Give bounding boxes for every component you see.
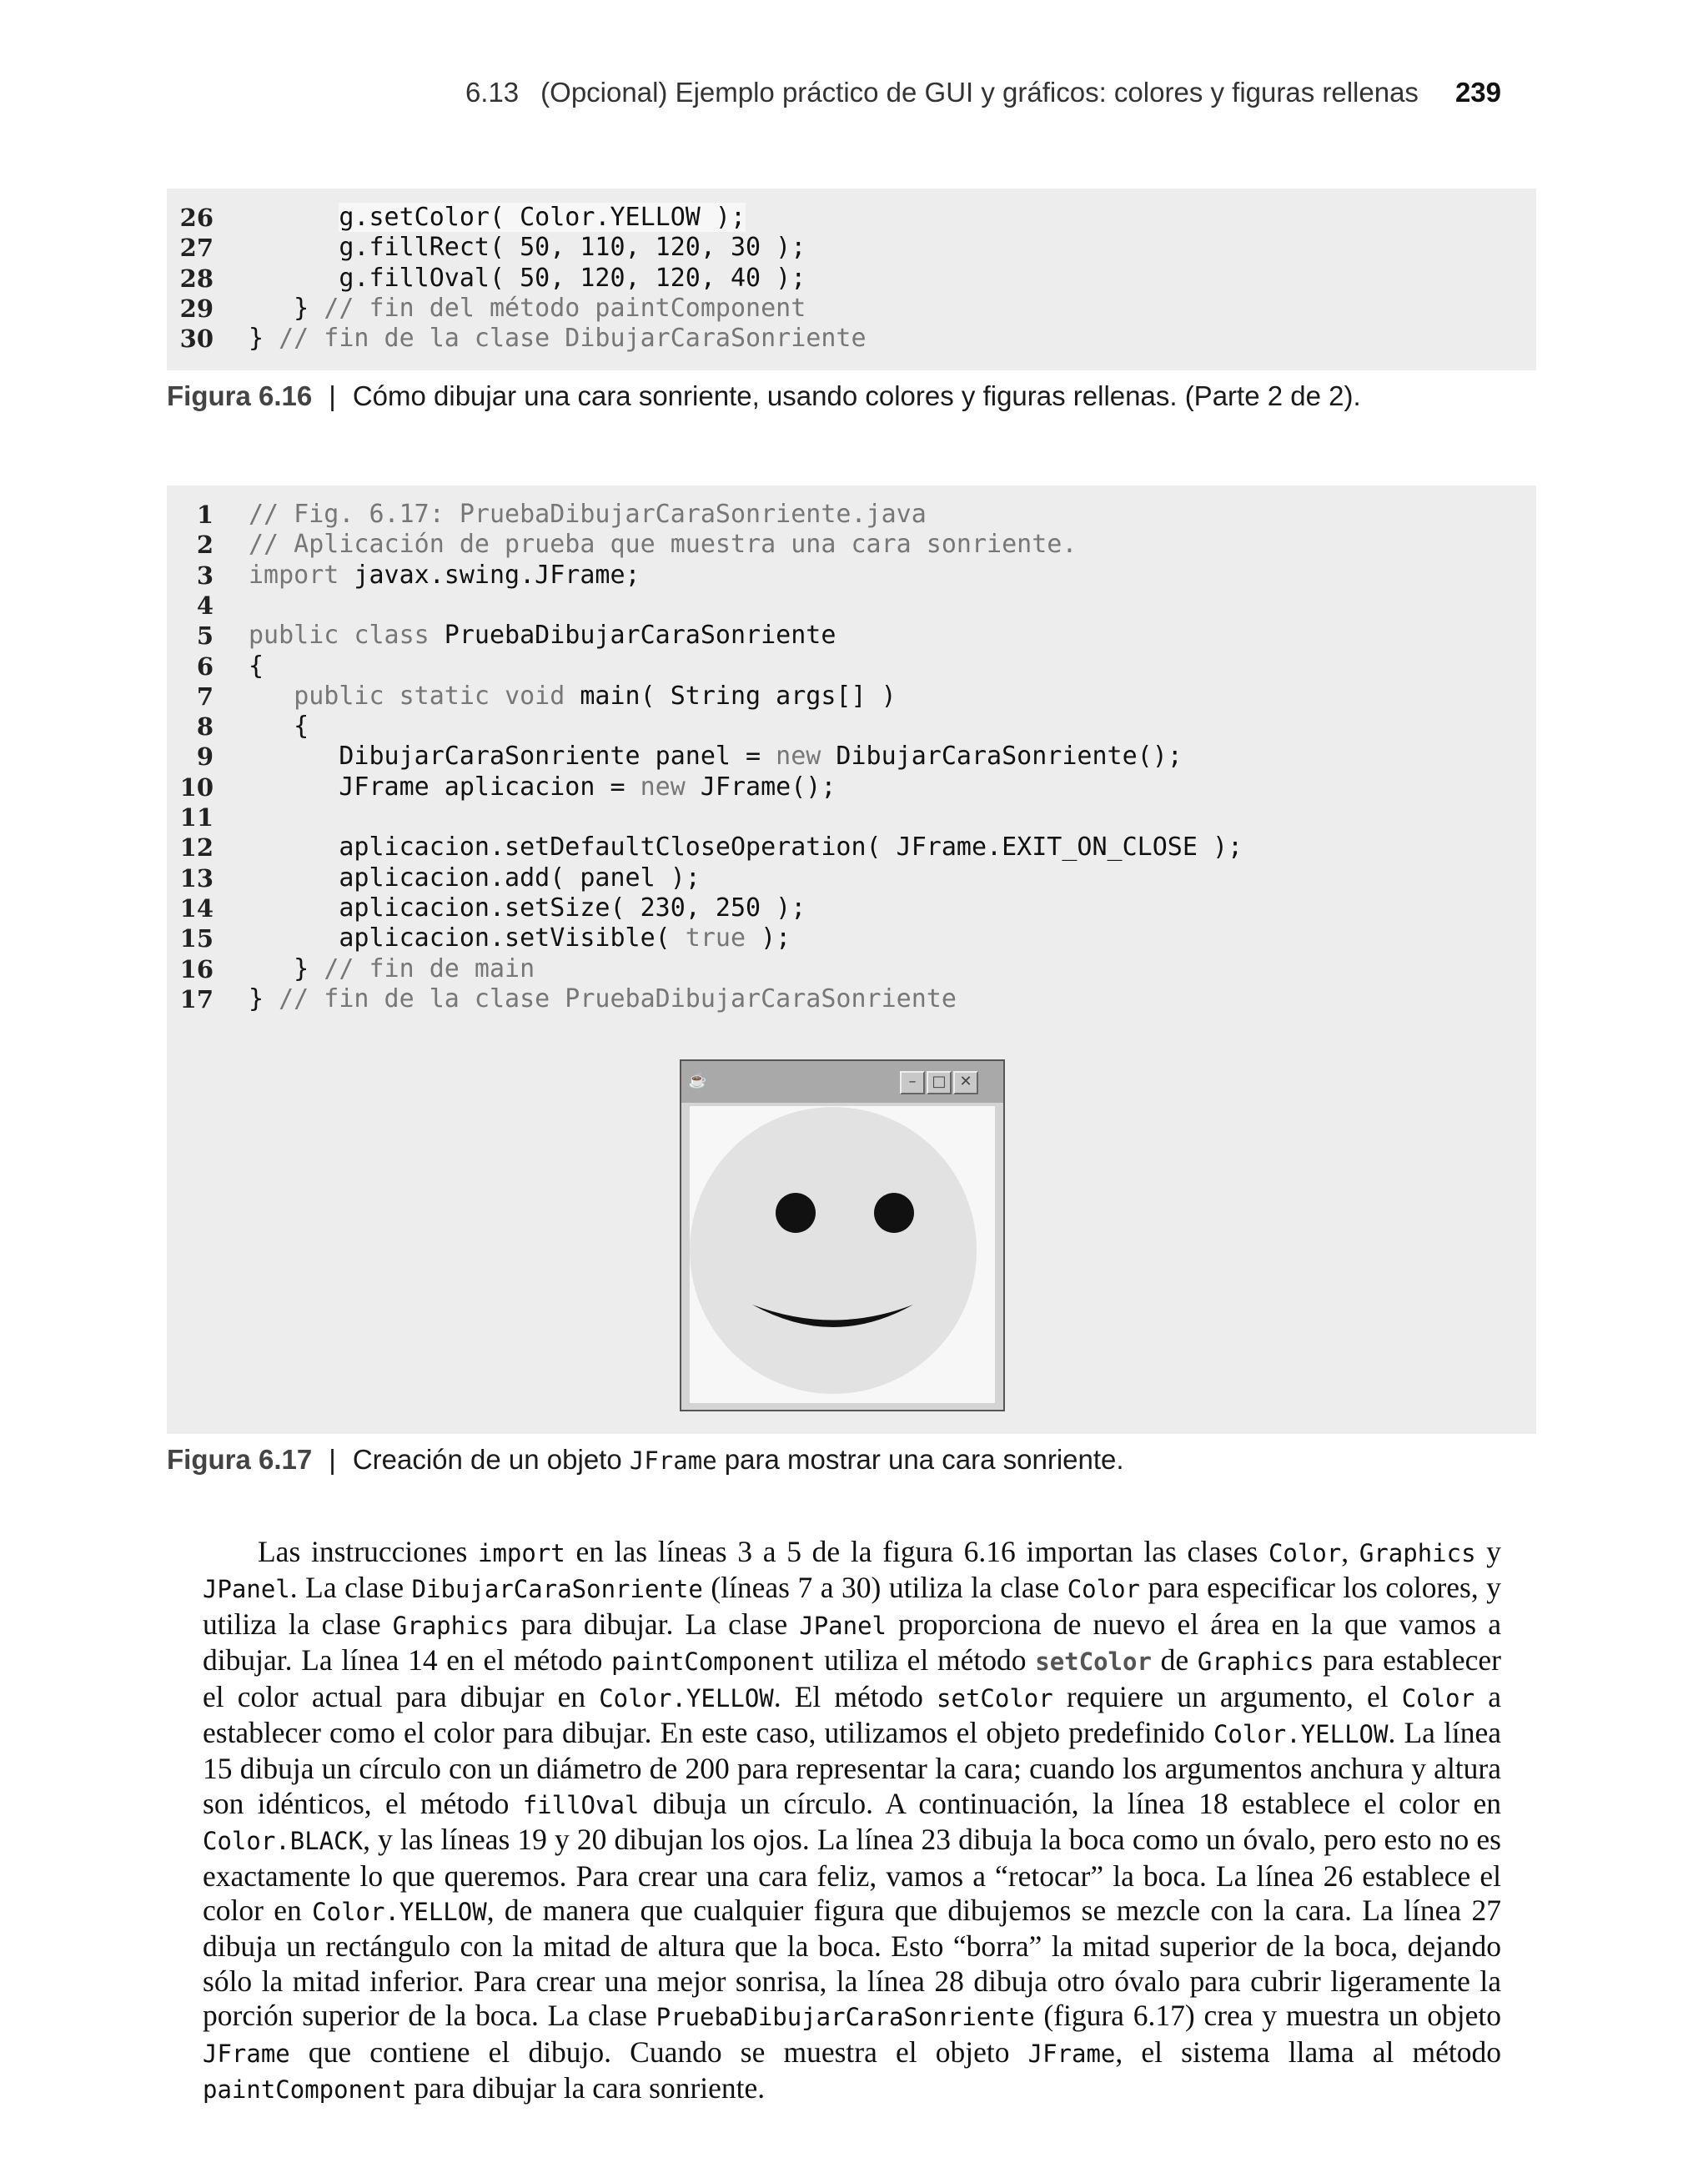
caption-separator: |	[329, 380, 336, 411]
inline-code: Color	[1401, 1683, 1475, 1713]
line-number: 12	[179, 833, 214, 863]
inline-code: Color.YELLOW	[312, 1898, 487, 1927]
inline-code: paintComponent	[611, 1647, 816, 1677]
code-text: // Fig. 6.17: PruebaDibujarCaraSonriente.java	[249, 500, 927, 529]
code-text: import javax.swing.JFrame;	[249, 560, 640, 590]
code-text: } // fin de la clase DibujarCaraSonriente	[249, 324, 867, 354]
line-number: 30	[179, 324, 214, 354]
code-text: g.setColor( Color.YELLOW );	[339, 203, 746, 232]
inline-code: Color	[1067, 1575, 1141, 1604]
text-run: requiere un argumento, el	[1052, 1679, 1402, 1713]
running-head	[0, 77, 1501, 108]
code-text: JFrame aplicacion = new JFrame();	[249, 772, 836, 802]
code-listing-part-2	[167, 189, 1536, 370]
code-text: g.fillOval( 50, 120, 120, 40 );	[249, 263, 806, 293]
text-run: para establecer el color actual para dibujar en	[203, 1643, 1501, 1713]
inline-code: JFrame	[203, 2039, 290, 2068]
face-circle	[690, 1107, 977, 1394]
text-run: ,	[1341, 1535, 1359, 1568]
line-number: 26	[179, 204, 214, 232]
line-number: 4	[196, 591, 214, 620]
running-title: (Opcional) Ejemplo práctico de GUI y gráficos: colores y figuras rellenas	[540, 77, 1419, 108]
caption-text: Cómo dibujar una cara sonriente, usando colores y figuras rellenas. (Parte 2 de 2).	[352, 380, 1361, 411]
text-run: , de manera que cualquier figura que dibujemos se mezcle con la cara. La línea 27 dibuja un rectángulo con la mitad de altura que la boca. Esto “borra” la mitad superior de la boca, dejando sólo la mitad inferior. Para crear una mejor sonrisa, la línea 28 dibuja otro óvalo para cubrir ligeramente la porción superior de la boca. La clase	[203, 1894, 1501, 2033]
text-run: (figura 6.17) crea y muestra un objeto	[1034, 1999, 1501, 2033]
inline-code: import	[477, 1539, 565, 1567]
inline-code: JPanel	[203, 1575, 290, 1604]
figure-caption-6-16	[167, 380, 1361, 412]
line-number: 27	[179, 234, 214, 263]
code-text: aplicacion.setVisible( true );	[249, 923, 791, 953]
inline-code: Color.YELLOW	[1213, 1720, 1389, 1749]
code-text: {	[249, 712, 309, 742]
text-run: , y las líneas 19 y 20 dibujan los ojos. La línea 23 dibuja la boca como un óvalo, pero esto no es exactamente lo que queremos. Para crear una cara feliz, vamos a “retocar” la boca. La línea 26 establece el color en	[203, 1823, 1501, 1928]
line-number: 16	[179, 954, 214, 983]
line-number: 7	[196, 682, 214, 711]
code-text: g.fillRect( 50, 110, 120, 30 );	[249, 233, 806, 263]
line-number: 17	[179, 984, 214, 1014]
window-content-panel	[690, 1106, 995, 1403]
text-run: de	[1151, 1643, 1198, 1678]
inline-code: Color	[1268, 1539, 1342, 1567]
caption-separator: |	[329, 1444, 336, 1475]
line-number: 15	[179, 924, 214, 953]
inline-code: paintComponent	[203, 2075, 407, 2105]
text-run: Las instrucciones	[258, 1535, 478, 1568]
line-number: 11	[179, 803, 214, 832]
code-text: public static void main( String args[] )	[294, 681, 897, 711]
text-run: en las líneas 3 a 5 de la figura 6.16 importan las clases	[565, 1535, 1268, 1568]
line-number: 10	[179, 772, 214, 802]
text-run: a establecer como el color para dibujar. En este caso, utilizamos el objeto predefinido	[203, 1679, 1501, 1750]
inline-code: JPanel	[799, 1611, 887, 1640]
line-number: 29	[179, 294, 214, 323]
text-run: para dibujar la cara sonriente.	[406, 2071, 766, 2105]
smiley-face-drawing	[690, 1106, 995, 1403]
caption-code: JFrame	[629, 1446, 717, 1475]
code-text: {	[249, 651, 264, 681]
text-run: , el sistema llama al método	[1115, 2035, 1501, 2069]
close-button[interactable]: ✕	[953, 1071, 978, 1094]
text-run: utiliza el método	[815, 1643, 1036, 1678]
inline-code: Graphics	[392, 1611, 510, 1640]
figure-label: Figura 6.17	[167, 1444, 313, 1475]
text-run: (líneas 7 a 30) utiliza la clase	[702, 1571, 1068, 1605]
inline-code: Color.BLACK	[203, 1827, 364, 1856]
code-text: } // fin del método paintComponent	[249, 293, 806, 323]
inline-code: setColor	[937, 1683, 1053, 1713]
text-run: . La línea 15 dibuja un círculo con un diámetro de 200 para representar la cara; cuando los argumentos anchura y altura son idénticos, el método	[203, 1716, 1502, 1820]
line-number: 13	[179, 863, 214, 893]
text-run: que contiene el dibujo. Cuando se muestra el objeto	[289, 2035, 1028, 2069]
figure-label: Figura 6.16	[167, 380, 313, 411]
code-text: DibujarCaraSonriente panel = new DibujarCaraSonriente();	[249, 742, 1183, 772]
caption-text-before: Creación de un objeto	[352, 1444, 630, 1475]
code-text: // Aplicación de prueba que muestra una cara sonriente.	[249, 530, 1078, 560]
inline-code: DibujarCaraSonriente	[411, 1575, 703, 1604]
text-run: para dibujar. La clase	[509, 1607, 800, 1641]
line-number: 8	[196, 712, 214, 742]
code-text: aplicacion.setDefaultCloseOperation( JFrame.EXIT_ON_CLOSE );	[249, 832, 1243, 863]
java-cup-icon: ☕	[688, 1072, 707, 1089]
line-number: 3	[196, 561, 214, 590]
line-number: 14	[179, 893, 214, 923]
line-number: 9	[196, 742, 214, 772]
inline-code: Graphics	[1359, 1539, 1476, 1567]
text-run: . La clase	[289, 1571, 412, 1605]
jframe-window	[680, 1059, 1005, 1411]
inline-code: PruebaDibujarCaraSonriente	[656, 2003, 1035, 2032]
line-number: 6	[196, 651, 214, 681]
body-paragraph-block	[203, 1535, 1501, 2108]
inline-code: JFrame	[1027, 2039, 1116, 2068]
inline-code: fillOval	[522, 1790, 640, 1819]
line-number: 2	[196, 531, 214, 560]
line-number: 1	[196, 500, 214, 529]
code-text: public class PruebaDibujarCaraSonriente	[249, 621, 836, 651]
window-titlebar[interactable]	[681, 1061, 1003, 1103]
inline-code-bold: setColor	[1035, 1647, 1152, 1677]
text-run: . El método	[773, 1679, 937, 1713]
page-number: 239	[1454, 77, 1501, 108]
right-eye	[874, 1193, 914, 1233]
left-eye	[776, 1193, 816, 1233]
line-number: 5	[196, 621, 214, 651]
maximize-button[interactable]: □	[927, 1071, 952, 1094]
code-text: aplicacion.add( panel );	[249, 863, 701, 893]
inline-code: Graphics	[1197, 1647, 1314, 1677]
code-text: aplicacion.setSize( 230, 250 );	[249, 893, 806, 923]
figure-caption-6-17	[167, 1444, 1124, 1476]
caption-text-after: para mostrar una cara sonriente.	[716, 1444, 1124, 1475]
section-number: 6.13	[465, 77, 520, 108]
minimize-button[interactable]: –	[900, 1071, 925, 1094]
text-run: para especificar los colores, y utiliza la clase	[203, 1571, 1501, 1641]
line-number: 28	[179, 264, 214, 293]
text-run: y	[1475, 1535, 1501, 1568]
text-run: dibuja un círculo. A continuación, la línea 18 establece el color en	[639, 1786, 1501, 1820]
text-run: proporciona de nuevo el área en la que vamos a dibujar. La línea 14 en el método	[203, 1607, 1501, 1678]
code-text: } // fin de la clase PruebaDibujarCaraSonriente	[249, 983, 957, 1014]
inline-code: Color.YELLOW	[599, 1683, 774, 1713]
body-paragraph	[203, 1535, 1501, 2108]
code-text: } // fin de main	[249, 953, 535, 983]
